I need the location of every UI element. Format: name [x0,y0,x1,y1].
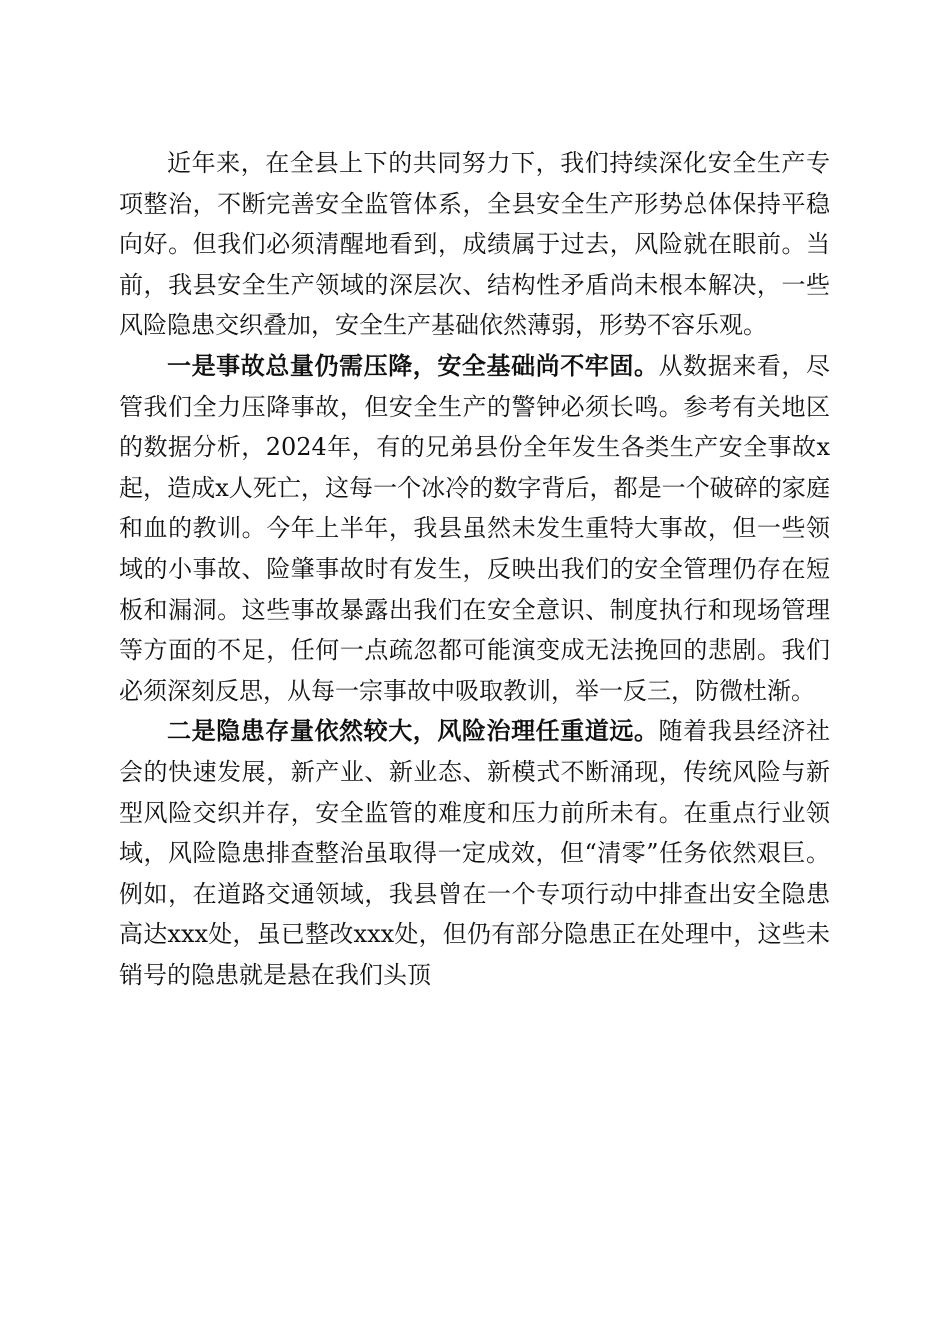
paragraph-text: 近年来，在全县上下的共同努力下，我们持续深化安全生产专项整治，不断完善安全监管体系，全县安全生产形势总体保持平稳向好。但我们必须清醒地看到，成绩属于过去，风险就在眼前。当前，我县安全生产领域的深层次、结构性矛盾尚未根本解决，一些风险隐患交织叠加，安全生产基础依然薄弱，形势不容乐观。 [119,149,830,340]
paragraph-text: 从数据来看，尽管我们全力压降事故，但安全生产的警钟必须长鸣。参考有关地区的数据分析，2024年，有的兄弟县份全年发生各类生产安全事故x起，造成x人死亡，这每一个冰冷的数字背后，都是一个破碎的家庭和血的教训。今年上半年，我县虽然未发生重特大事故，但一些领域的小事故、险肇事故时有发生，反映出我们的安全管理仍存在短板和漏洞。这些事故暴露出我们在安全意识、制度执行和现场管理等方面的不足，任何一点疏忽都可能演变成无法挽回的悲剧。我们必须深刻反思，从每一宗事故中吸取教训，举一反三，防微杜渐。 [119,351,831,705]
paragraph-accidents [119,346,830,711]
paragraph-lead: 一是事故总量仍需压降，安全基础尚不牢固。 [167,350,659,380]
paragraph-text: 随着我县经济社会的快速发展，新产业、新业态、新模式不断涌现，传统风险与新型风险交织并存，安全监管的难度和压力前所未有。在重点行业领域，风险隐患排查整治虽取得一定成效，但“清零”任务依然艰巨。例如，在道路交通领域，我县曾在一个专项行动中排查出安全隐患高达xxx处，虽已整改xxx处，但仍有部分隐患正在处理中，这些未销号的隐患就是悬在我们头顶 [119,717,831,989]
document-body [119,143,830,995]
paragraph-lead: 二是隐患存量依然较大，风险治理任重道远。 [167,716,659,746]
paragraph-intro [119,143,830,346]
paragraph-hazards [119,711,830,995]
